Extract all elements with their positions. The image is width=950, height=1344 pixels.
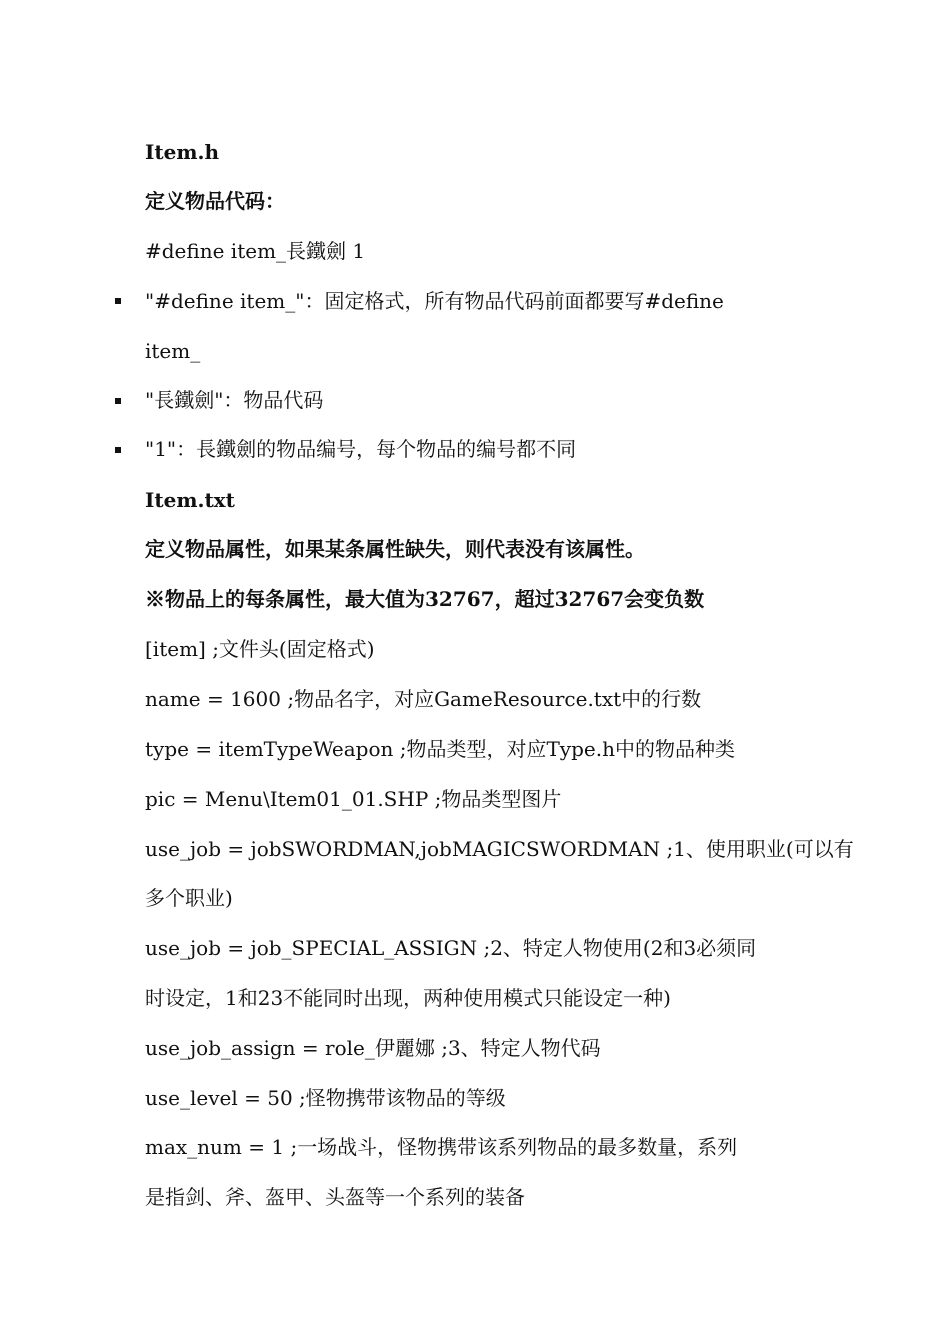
list-item: "長鐵劍"：物品代码 (145, 388, 324, 412)
attribute-description: 定义物品属性，如果某条属性缺失，则代表没有该属性。 (145, 537, 645, 561)
bullet-icon (115, 398, 121, 404)
define-code-heading: 定义物品代码： (145, 189, 285, 213)
bullet-icon (115, 298, 121, 304)
code-line-continuation: 多个职业) (145, 886, 233, 910)
code-line: #define item_長鐵劍 1 (145, 239, 366, 263)
code-line-continuation: 是指剑、斧、盔甲、头盔等一个系列的装备 (145, 1185, 525, 1209)
code-line-continuation: 时设定，1和23不能同时出现，两种使用模式只能设定一种) (145, 986, 671, 1010)
list-item: "#define item_"：固定格式，所有物品代码前面都要写#define (145, 289, 724, 313)
code-line: [item] ;文件头(固定格式) (145, 637, 375, 661)
bullet-icon (115, 447, 121, 453)
list-item: "1"：長鐵劍的物品编号，每个物品的编号都不同 (145, 437, 577, 461)
heading-item-txt: Item.txt (145, 488, 235, 512)
code-line: type = itemTypeWeapon ;物品类型，对应Type.h中的物品种类 (145, 737, 735, 761)
code-line: max_num = 1 ;一场战斗，怪物携带该系列物品的最多数量，系列 (145, 1135, 738, 1159)
code-line: use_level = 50 ;怪物携带该物品的等级 (145, 1086, 506, 1110)
heading-item-h: Item.h (145, 140, 219, 164)
attribute-note: ※物品上的每条属性，最大值为32767，超过32767会变负数 (145, 587, 705, 611)
code-line: pic = Menu\Item01_01.SHP ;物品类型图片 (145, 787, 562, 811)
list-item-continuation: item_ (145, 339, 201, 363)
code-line: name = 1600 ;物品名字，对应GameResource.txt中的行数 (145, 687, 702, 711)
code-line: use_job_assign = role_伊麗娜 ;3、特定人物代码 (145, 1036, 601, 1060)
code-line: use_job = job_SPECIAL_ASSIGN ;2、特定人物使用(2和3必须同 (145, 936, 757, 960)
code-line: use_job = jobSWORDMAN,jobMAGICSWORDMAN ;1、使用职业(可以有 (145, 837, 854, 861)
